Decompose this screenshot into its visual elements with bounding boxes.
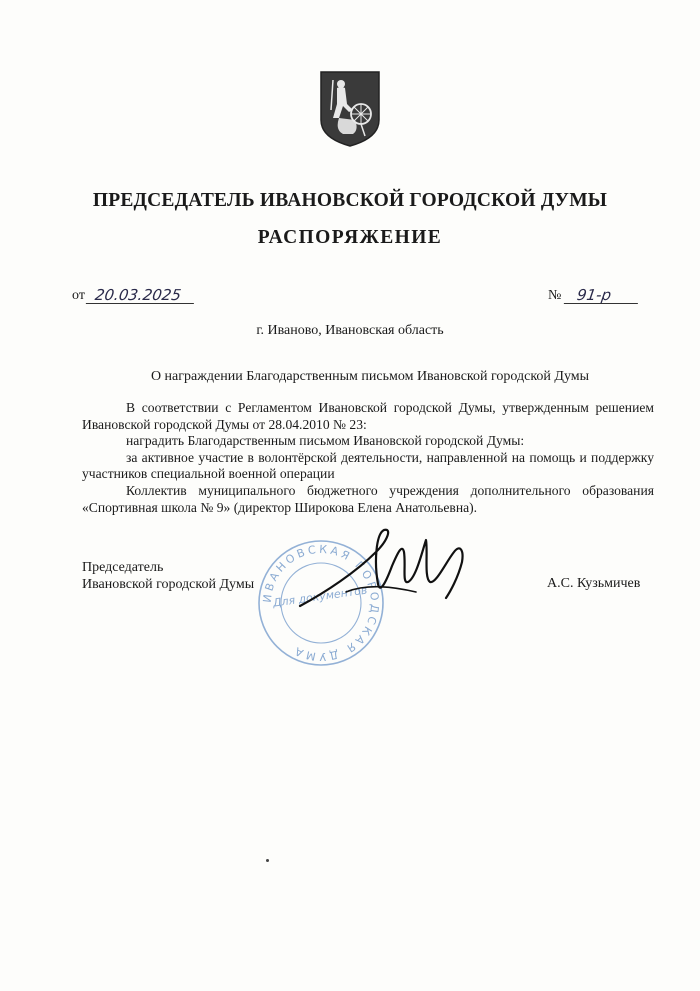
paragraph-decision: наградить Благодарственным письмом Ивановской городской Думы: [126, 433, 525, 449]
document-type: РАСПОРЯЖЕНИЕ [257, 227, 443, 248]
coat-of-arms-icon [319, 70, 381, 148]
handwritten-signature [296, 522, 474, 618]
subject-heading: О награждении Благодарственным письмом Ивановской городской Думы [150, 369, 590, 384]
stamp-center-text: Для документов [272, 583, 369, 610]
issuer-title: ПРЕДСЕДАТЕЛЬ ИВАНОВСКОЙ ГОРОДСКОЙ ДУМЫ [92, 190, 608, 211]
position-line-1: Председатель [82, 560, 164, 575]
number-field [548, 287, 639, 304]
paragraph-reason: за активное участие в волонтёрской деятельности, направленной на помощь и поддержку участников специальной военной операции [82, 449, 654, 482]
date-field [72, 287, 195, 304]
paragraph-recipient: Коллектив муниципального бюджетного учреждения дополнительного образования «Спортивная школа № 9» (директор Широкова Елена Анатольевна). [82, 482, 654, 515]
document-body [82, 400, 654, 516]
stamp-ring-text: ИВАНОВСКАЯ ГОРОДСКАЯ ДУМА [260, 542, 382, 664]
signatory-position [82, 560, 254, 593]
number-prefix: № [548, 288, 562, 303]
position-line-2: Ивановской городской Думы [82, 576, 255, 592]
paragraph-basis: В соответствии с Регламентом Ивановской городской Думы, утвержденным решением Ивановской городской Думы от 28.04.2010 № 23: [82, 400, 654, 432]
place: г. Иваново, Ивановская область [256, 323, 444, 338]
signatory-name: А.С. Кузьмичев [547, 576, 641, 591]
number-value: 91-р [564, 287, 640, 304]
date-prefix: от [72, 288, 85, 303]
scan-speck [266, 859, 269, 862]
date-value: 20.03.2025 [86, 287, 196, 304]
